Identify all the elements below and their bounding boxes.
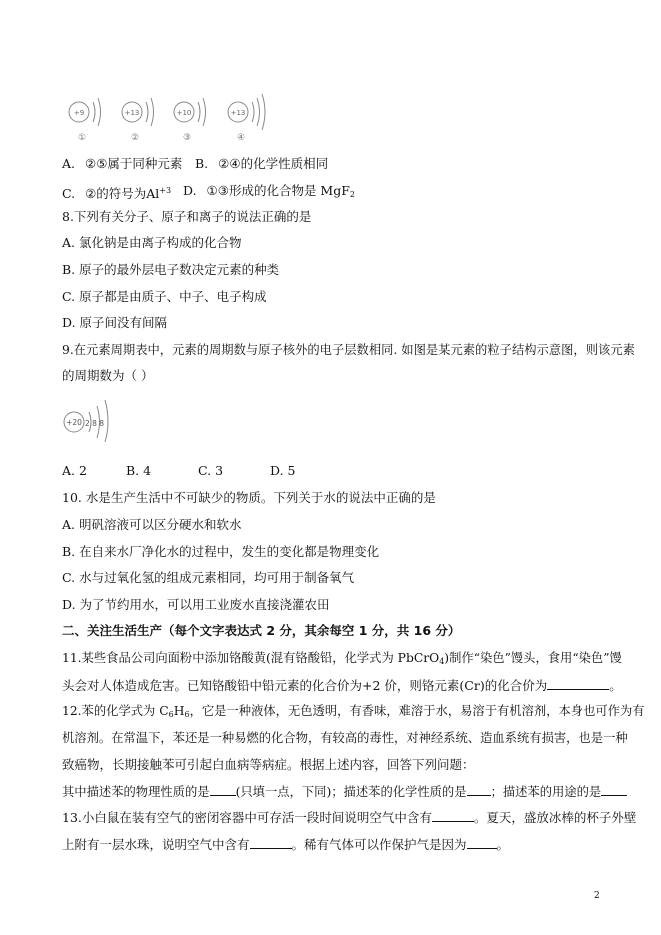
q12-line1-subscript-2: 6 (184, 710, 190, 719)
atom-label-1: ① (77, 133, 87, 143)
q13-oxygen-blank[interactable] (432, 809, 474, 822)
q12-line2: 机溶剂。在常温下，苯还是一种易燃的化合物，有较高的毒性，对神经系统、造血系统有损害，也是一种 (62, 731, 628, 745)
q9-option-a: A. 2 (62, 463, 87, 478)
section-2-heading: 二、关注生活生产（每个文字表达式 2 分，其余每空 1 分，共 16 分） (62, 623, 461, 638)
q7-option-c-label: C. (62, 186, 76, 201)
q7-option-c-superscript: +3 (159, 186, 172, 195)
atom-label-2: ② (130, 133, 140, 143)
q10-option-c: C. 水与过氧化氢的组成元素相同，均可用于制备氧气 (62, 570, 355, 585)
q11-line2-text: 头会对人体造成危害。已知铬酸铅中铅元素的化合价为+2 价，则铬元素(Cr)的化合价为 (62, 678, 548, 693)
atom-structure-figure (62, 90, 282, 146)
q12-line4-text-a: 其中描述苯的物理性质的是 (62, 785, 210, 799)
q11-line1-text-a: 11.某些食品公司向面粉中添加铬酸黄(混有铬酸铅，化学式为 PbCrO (62, 651, 440, 665)
q7-option-a-label: A. (62, 156, 76, 171)
q12-line4-text-b: (只填一点，下同)；描述苯的化学性质的是 (235, 785, 467, 799)
q7-option-b (195, 156, 328, 172)
atom-label-3: ③ (182, 133, 192, 143)
q7-option-c-text: ②的符号为Al (85, 186, 160, 201)
q10-option-a: A. 明矾溶液可以区分硬水和软水 (62, 517, 242, 532)
q11-line1-text-b: )制作“染色”馒头，食用“染色”馒 (444, 651, 622, 665)
atom-nucleus-2: +13 (124, 109, 140, 117)
q12-line1-text-b: H (173, 704, 185, 718)
q12-line1-text-c: ，它是一种液体，无色透明，有香味，难溶于水，易溶于有机溶剂，本身也可作为有 (189, 704, 645, 718)
q12-line1-text-a: 12.苯的化学式为 C (62, 704, 169, 718)
atom-nucleus-3: +10 (176, 109, 192, 117)
atom-diagram-4 (228, 94, 265, 143)
q7-option-d-label: D. (183, 183, 197, 198)
q11-line2 (62, 677, 622, 694)
q11-answer-blank[interactable] (547, 677, 609, 690)
q12-use-blank[interactable] (601, 783, 627, 796)
q9-option-b: B. 4 (126, 463, 152, 478)
q13-line1 (62, 809, 636, 826)
atom-nucleus-4: +13 (230, 109, 246, 117)
q11-line1 (62, 650, 622, 670)
q7-option-b-text: ②④的化学性质相同 (218, 156, 329, 171)
q13-line2 (62, 836, 509, 853)
atom-diagram-3 (174, 98, 206, 143)
q8-stem: 8.下列有关分子、原子和离子的说法正确的是 (62, 209, 312, 224)
q7-option-d-subscript: 2 (349, 190, 356, 199)
q7-option-a (62, 156, 182, 172)
q7-option-d (183, 183, 355, 203)
q12-chemical-property-blank[interactable] (467, 783, 491, 796)
q10-stem: 10. 水是生产生活中不可缺少的物质。下列关于水的说法中正确的是 (62, 490, 436, 505)
q11-line2-end: 。 (609, 678, 622, 693)
q9-option-c: C. 3 (198, 463, 224, 478)
q12-line1 (62, 703, 645, 723)
atom-label-4: ④ (236, 133, 246, 143)
q13-line1-text-b: 。夏天，盛放冰棒的杯子外壁 (473, 810, 637, 825)
q9-stem-line1: 9.在元素周期表中，元素的周期数与原子核外的电子层数相同. 如图是某元素的粒子结构示意图，则该元素 (62, 343, 635, 357)
ion-nucleus: +20 (66, 418, 82, 427)
q8-option-d: D. 原子间没有间隔 (62, 315, 168, 330)
q12-physical-property-blank[interactable] (210, 783, 236, 796)
atom-diagram-2 (122, 98, 154, 143)
q9-option-d: D. 5 (270, 463, 296, 478)
q8-option-a: A. 氯化钠是由离子构成的化合物 (62, 235, 242, 250)
q11-line1-subscript: 4 (439, 657, 445, 666)
q12-line4 (62, 783, 627, 800)
q13-line2-text-b: 。稀有气体可以作保护气是因为 (291, 837, 467, 852)
q7-option-d-text: ①③形成的化合物是 MgF (206, 183, 350, 198)
ion-structure-figure (60, 398, 120, 442)
ion-shell-electrons: 2 8 8 (85, 419, 105, 428)
page-number: 2 (594, 891, 600, 901)
q10-option-d: D. 为了节约用水，可以用工业废水直接浇灌农田 (62, 597, 330, 612)
q13-line1-text-a: 13.小白鼠在装有空气的密闭容器中可存活一段时间说明空气中含有 (62, 810, 432, 825)
q13-line2-text-a: 上附有一层水珠，说明空气中含有 (62, 837, 250, 852)
q13-line2-text-c: 。 (496, 837, 510, 852)
q7-option-b-label: B. (195, 156, 209, 171)
q12-line3: 致癌物，长期接触苯可引起白血病等病症。根据上述内容，回答下列问题： (62, 757, 475, 772)
atom-diagram-1 (69, 98, 101, 143)
q12-line1-subscript-1: 6 (168, 710, 174, 719)
atom-nucleus-1: +9 (73, 109, 85, 117)
q8-option-c: C. 原子都是由质子、中子、电子构成 (62, 289, 267, 304)
q12-line4-text-c: ；描述苯的用途的是 (490, 785, 602, 799)
q10-option-b: B. 在自来水厂净化水的过程中，发生的变化都是物理变化 (62, 544, 380, 559)
q9-stem-line2: 的周期数为（ ） (62, 368, 154, 383)
q7-option-a-text: ②⑤属于同种元素 (85, 156, 183, 171)
q8-option-b: B. 原子的最外层电子数决定元素的种类 (62, 262, 280, 277)
q13-protective-gas-blank[interactable] (467, 836, 497, 849)
q7-option-c (62, 183, 171, 202)
q13-water-vapor-blank[interactable] (250, 836, 292, 849)
